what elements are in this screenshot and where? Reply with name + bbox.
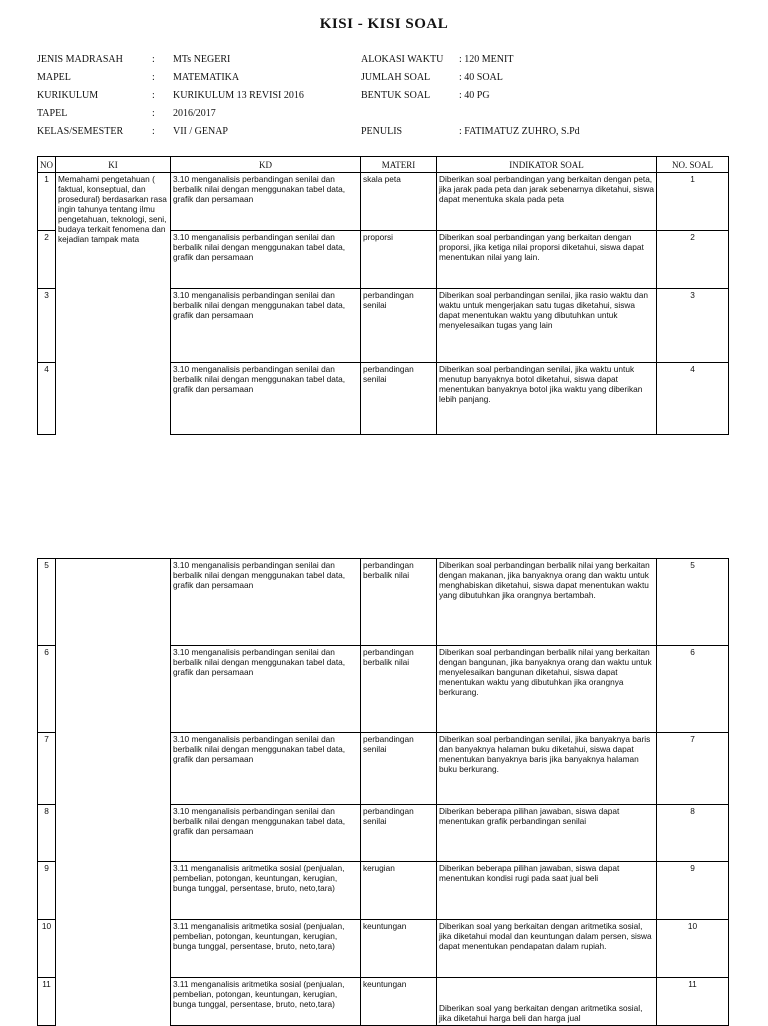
cell-no-soal: 8 bbox=[657, 805, 729, 862]
kisi-table-page-1 bbox=[37, 156, 729, 435]
cell-no: 5 bbox=[38, 559, 56, 646]
info-value: : 40 SOAL bbox=[459, 72, 503, 83]
cell-no-soal: 7 bbox=[657, 733, 729, 805]
header-indikator-soal: INDIKATOR SOAL bbox=[437, 157, 657, 173]
cell-kd: 3.10 menganalisis perbandingan senilai dan berbalik nilai dengan menggunakan tabel data, grafik dan persamaan bbox=[171, 289, 361, 363]
cell-indikator: Diberikan beberapa pilihan jawaban, siswa dapat menentukan kondisi rugi pada saat jual beli bbox=[437, 862, 657, 920]
info-value: MTs NEGERI bbox=[173, 54, 231, 65]
cell-no: 7 bbox=[38, 733, 56, 805]
cell-kd: 3.10 menganalisis perbandingan senilai dan berbalik nilai dengan menggunakan tabel data, grafik dan persamaan bbox=[171, 173, 361, 231]
cell-indikator: Diberikan soal perbandingan berbalik nilai yang berkaitan dengan bangunan, jika banyaknya orang dan waktu untuk menyelesaikan bangunan diketahui, siswa dapat menentukan waktu yang dibutuhkan jika orangnya berkurang. bbox=[437, 646, 657, 733]
cell-kd: 3.10 menganalisis perbandingan senilai dan berbalik nilai dengan menggunakan tabel data, grafik dan persamaan bbox=[171, 805, 361, 862]
cell-ki: Memahami pengetahuan ( faktual, konseptual, dan prosedural) berdasarkan rasa ingin tahunya tentang ilmu pengetahuan, teknologi, seni, budaya terkait fenomena dan kejadian tampak mata bbox=[56, 173, 171, 435]
cell-indikator: Diberikan soal perbandingan senilai, jika banyaknya baris dan banyaknya halaman buku diketahui, siswa dapat menentukan banyaknya baris jika banyaknya halaman buku berkurang. bbox=[437, 733, 657, 805]
cell-no-soal: 6 bbox=[657, 646, 729, 733]
cell-ki-empty bbox=[56, 559, 171, 1026]
info-separator: : bbox=[152, 90, 155, 101]
cell-materi: perbandingan senilai bbox=[361, 363, 437, 435]
cell-no-soal: 1 bbox=[657, 173, 729, 231]
info-label: TAPEL bbox=[37, 108, 68, 119]
info-label: ALOKASI WAKTU bbox=[361, 54, 444, 65]
cell-materi: skala peta bbox=[361, 173, 437, 231]
cell-kd: 3.11 menganalisis aritmetika sosial (penjualan, pembelian, potongan, keuntungan, kerugian, bunga tunggal, persentase, bruto, neto,tara) bbox=[171, 862, 361, 920]
cell-materi: kerugian bbox=[361, 862, 437, 920]
info-value: 2016/2017 bbox=[173, 108, 216, 119]
cell-kd: 3.10 menganalisis perbandingan senilai dan berbalik nilai dengan menggunakan tabel data, grafik dan persamaan bbox=[171, 363, 361, 435]
info-label: JENIS MADRASAH bbox=[37, 54, 123, 65]
cell-no: 11 bbox=[38, 978, 56, 1026]
cell-indikator: Diberikan soal yang berkaitan dengan aritmetika sosial, jika diketahui harga beli dan harga jual bbox=[437, 978, 657, 1026]
cell-no-soal: 11 bbox=[657, 978, 729, 1026]
info-label: MAPEL bbox=[37, 72, 71, 83]
cell-kd: 3.11 menganalisis aritmetika sosial (penjualan, pembelian, potongan, keuntungan, kerugian, bunga tunggal, persentase, bruto, neto,tara) bbox=[171, 978, 361, 1026]
cell-no-soal: 10 bbox=[657, 920, 729, 978]
table-row bbox=[38, 559, 729, 646]
cell-no-soal: 9 bbox=[657, 862, 729, 920]
cell-indikator: Diberikan soal perbandingan senilai, jika waktu untuk menutup banyaknya botol diketahui, siswa dapat menentukan banyaknya botol jika waktu yang diberikan lebih panjang. bbox=[437, 363, 657, 435]
cell-no: 3 bbox=[38, 289, 56, 363]
table-header-row bbox=[38, 157, 729, 173]
cell-no: 9 bbox=[38, 862, 56, 920]
cell-indikator: Diberikan soal perbandingan yang berkaitan dengan peta, jika jarak pada peta dan jarak sebenarnya diketahui, siswa dapat menentuka skala pada peta bbox=[437, 173, 657, 231]
header-materi: MATERI bbox=[361, 157, 437, 173]
cell-no-soal: 4 bbox=[657, 363, 729, 435]
cell-indikator: Diberikan soal perbandingan berbalik nilai yang berkaitan dengan makanan, jika banyaknya orang dan waktu untuk menghabiskan diketahui, siswa dapat menentukan waktu yang dibutuhkan jika orangnya bertambah. bbox=[437, 559, 657, 646]
cell-materi: keuntungan bbox=[361, 978, 437, 1026]
info-value: : 120 MENIT bbox=[459, 54, 514, 65]
cell-no: 1 bbox=[38, 173, 56, 231]
cell-no: 4 bbox=[38, 363, 56, 435]
header-no-soal: NO. SOAL bbox=[657, 157, 729, 173]
cell-kd: 3.11 menganalisis aritmetika sosial (penjualan, pembelian, potongan, keuntungan, kerugian, bunga tunggal, persentase, bruto, neto,tara) bbox=[171, 920, 361, 978]
cell-indikator: Diberikan soal perbandingan yang berkaitan dengan proporsi, jika ketiga nilai proporsi diketahui, siswa dapat menentukan nilai yang lain. bbox=[437, 231, 657, 289]
info-value: MATEMATIKA bbox=[173, 72, 240, 83]
info-separator: : bbox=[152, 108, 155, 119]
info-value: KURIKULUM 13 REVISI 2016 bbox=[173, 90, 304, 101]
cell-materi: perbandingan senilai bbox=[361, 289, 437, 363]
cell-no: 10 bbox=[38, 920, 56, 978]
cell-indikator: Diberikan beberapa pilihan jawaban, siswa dapat menentukan grafik perbandingan senilai bbox=[437, 805, 657, 862]
info-value: VII / GENAP bbox=[173, 126, 228, 137]
header-no: NO bbox=[38, 157, 56, 173]
header-ki: KI bbox=[56, 157, 171, 173]
kisi-table-page-2 bbox=[37, 558, 729, 1026]
info-label: BENTUK SOAL bbox=[361, 90, 431, 101]
table-row bbox=[38, 173, 729, 231]
info-value: : 40 PG bbox=[459, 90, 490, 101]
cell-materi: keuntungan bbox=[361, 920, 437, 978]
cell-no: 6 bbox=[38, 646, 56, 733]
cell-kd: 3.10 menganalisis perbandingan senilai dan berbalik nilai dengan menggunakan tabel data, grafik dan persamaan bbox=[171, 646, 361, 733]
page-title: KISI - KISI SOAL bbox=[319, 16, 449, 32]
info-label: KELAS/SEMESTER bbox=[37, 126, 124, 137]
info-separator: : bbox=[152, 72, 155, 83]
cell-no-soal: 3 bbox=[657, 289, 729, 363]
info-label: KURIKULUM bbox=[37, 90, 99, 101]
cell-indikator: Diberikan soal yang berkaitan dengan aritmetika sosial, jika diketahui modal dan keuntungan dalam persen, siswa dapat menentukan pendapatan dalam rupiah. bbox=[437, 920, 657, 978]
cell-kd: 3.10 menganalisis perbandingan senilai dan berbalik nilai dengan menggunakan tabel data, grafik dan persamaan bbox=[171, 733, 361, 805]
cell-materi: perbandingan berbalik nilai bbox=[361, 646, 437, 733]
cell-indikator: Diberikan soal perbandingan senilai, jika rasio waktu dan waktu untuk mengerjakan satu tugas diketahui, siswa dapat menentukan waktu yang dibutuhkan untuk menyelesaikan tugas yang lain bbox=[437, 289, 657, 363]
cell-materi: perbandingan senilai bbox=[361, 733, 437, 805]
info-separator: : bbox=[152, 126, 155, 137]
header-kd: KD bbox=[171, 157, 361, 173]
cell-materi: perbandingan senilai bbox=[361, 805, 437, 862]
cell-no: 2 bbox=[38, 231, 56, 289]
cell-no-soal: 2 bbox=[657, 231, 729, 289]
cell-no: 8 bbox=[38, 805, 56, 862]
cell-materi: perbandingan berbalik nilai bbox=[361, 559, 437, 646]
info-value: : FATIMATUZ ZUHRO, S.Pd bbox=[459, 126, 580, 137]
cell-kd: 3.10 menganalisis perbandingan senilai dan berbalik nilai dengan menggunakan tabel data, grafik dan persamaan bbox=[171, 559, 361, 646]
info-label: JUMLAH SOAL bbox=[361, 72, 431, 83]
cell-no-soal: 5 bbox=[657, 559, 729, 646]
cell-kd: 3.10 menganalisis perbandingan senilai dan berbalik nilai dengan menggunakan tabel data, grafik dan persamaan bbox=[171, 231, 361, 289]
info-label: PENULIS bbox=[361, 126, 403, 137]
info-separator: : bbox=[152, 54, 155, 65]
cell-materi: proporsi bbox=[361, 231, 437, 289]
